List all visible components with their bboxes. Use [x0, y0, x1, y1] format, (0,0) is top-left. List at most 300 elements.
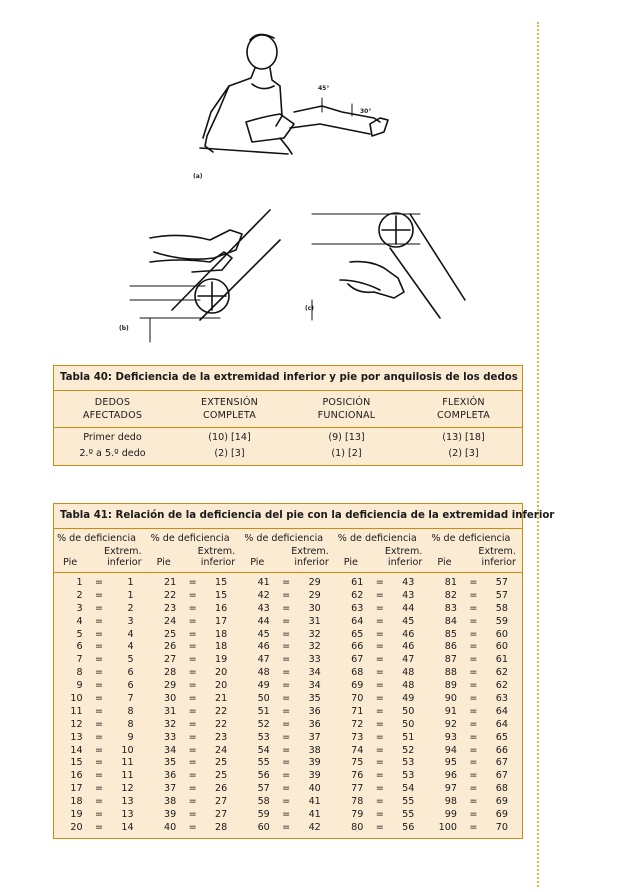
extremity-value: 34	[308, 667, 321, 679]
pie-value: 87	[444, 654, 457, 666]
equals-sign: =	[94, 667, 104, 679]
equals-sign: =	[469, 654, 478, 666]
extremity-value: 13	[121, 796, 134, 808]
extremity-value: 50	[402, 705, 415, 717]
equals-sign: =	[188, 770, 197, 782]
table-row	[54, 732, 148, 745]
table-row	[428, 654, 522, 667]
extremity-value: 32	[308, 641, 321, 653]
pie-value: 8	[76, 667, 83, 679]
table-row	[428, 641, 522, 654]
pie-value: 63	[351, 602, 364, 614]
extremity-value: 57	[495, 577, 508, 588]
table-row	[148, 603, 242, 616]
table-41	[53, 503, 555, 839]
pie-value: 57	[257, 783, 270, 795]
table-row	[54, 590, 148, 603]
table-row	[148, 732, 242, 745]
extremity-value: 67	[495, 757, 508, 769]
pie-value: 2	[76, 589, 83, 601]
equals-sign: =	[282, 615, 291, 627]
group-header: % de deficiencia	[150, 533, 230, 544]
equals-sign: =	[94, 809, 104, 821]
extremity-value: 6	[127, 667, 134, 679]
equals-sign: =	[282, 667, 291, 679]
pie-value: 25	[163, 628, 177, 640]
equals-sign: =	[375, 654, 384, 666]
extremity-value: 57	[495, 589, 508, 601]
pie-value: 14	[70, 744, 83, 756]
pie-value: 45	[257, 628, 270, 640]
table-row	[148, 641, 242, 654]
pie-value: 28	[163, 667, 177, 679]
table-row	[428, 783, 522, 796]
extremity-value: 4	[127, 641, 134, 653]
subheader-ext-line1: Extrem.	[291, 546, 329, 557]
equals-sign: =	[375, 757, 384, 769]
table-row	[335, 719, 429, 732]
equals-sign: =	[282, 731, 291, 743]
subheader-cell	[54, 546, 148, 569]
table-40-header-cell: DEDOS AFECTADOS	[82, 397, 143, 421]
pie-value: 43	[257, 602, 270, 614]
table-row	[54, 745, 148, 758]
extremity-value: 65	[495, 731, 508, 743]
equals-sign: =	[469, 796, 478, 808]
equals-sign: =	[188, 589, 197, 601]
table-row	[241, 796, 335, 809]
extremity-value: 50	[402, 718, 415, 730]
equals-sign: =	[282, 602, 291, 614]
table-row	[241, 706, 335, 719]
extremity-value: 6	[127, 680, 134, 692]
extremity-value: 63	[495, 693, 508, 705]
table-row	[148, 667, 242, 680]
table-row	[241, 641, 335, 654]
table-row	[335, 590, 429, 603]
pie-value: 84	[444, 615, 457, 627]
table-row	[148, 577, 242, 590]
table-row	[335, 603, 429, 616]
table-40-cell: (1) [2]	[331, 448, 362, 459]
table-row	[428, 757, 522, 770]
table-row	[335, 629, 429, 642]
equals-sign: =	[188, 718, 197, 730]
table-row	[428, 770, 522, 783]
extremity-value: 56	[402, 821, 415, 833]
pie-value: 90	[444, 693, 457, 705]
pie-value: 69	[351, 680, 364, 692]
table-40-row	[54, 428, 522, 444]
extremity-value: 55	[402, 809, 415, 821]
equals-sign: =	[94, 654, 104, 666]
equals-sign: =	[375, 705, 384, 717]
table-row	[148, 783, 242, 796]
pie-value: 41	[257, 577, 270, 588]
table-row	[335, 822, 429, 835]
equals-sign: =	[94, 731, 104, 743]
table-row	[241, 719, 335, 732]
extremity-value: 60	[495, 641, 508, 653]
equals-sign: =	[469, 577, 478, 588]
pie-value: 17	[70, 783, 83, 795]
ankylosis-illustration	[0, 0, 530, 362]
table-row	[148, 629, 242, 642]
pie-value: 18	[70, 796, 83, 808]
extremity-value: 11	[121, 757, 134, 769]
pie-value: 6	[76, 641, 83, 653]
extremity-value: 25	[214, 757, 228, 769]
table-row	[148, 616, 242, 629]
pie-value: 78	[351, 796, 364, 808]
extremity-value: 32	[308, 628, 321, 640]
table-41-column	[335, 577, 429, 835]
table-40-cell: (9) [13]	[328, 432, 365, 443]
pie-value: 98	[444, 796, 457, 808]
extremity-value: 41	[308, 809, 321, 821]
table-40-header-cell: FLEXIÓN COMPLETA	[437, 397, 490, 421]
table-row	[54, 719, 148, 732]
equals-sign: =	[188, 628, 197, 640]
equals-sign: =	[188, 809, 197, 821]
equals-sign: =	[375, 615, 384, 627]
equals-sign: =	[188, 602, 197, 614]
pie-value: 96	[444, 770, 457, 782]
pie-value: 100	[438, 821, 457, 833]
extremity-value: 52	[402, 744, 415, 756]
figure-label-a: (a)	[193, 173, 203, 180]
subheader-cell	[335, 546, 429, 569]
pie-value: 38	[163, 796, 177, 808]
equals-sign: =	[375, 602, 384, 614]
table-row	[428, 667, 522, 680]
subheader-ext-line2: inferior	[294, 557, 329, 568]
pie-value: 24	[163, 615, 177, 627]
table-row	[54, 667, 148, 680]
table-row	[241, 680, 335, 693]
pie-value: 61	[351, 577, 364, 588]
table-row	[148, 809, 242, 822]
group-header: % de deficiencia	[57, 533, 136, 544]
table-row	[54, 654, 148, 667]
table-row	[428, 719, 522, 732]
pie-value: 5	[76, 628, 83, 640]
pie-value: 70	[351, 693, 364, 705]
pie-value: 26	[163, 641, 177, 653]
equals-sign: =	[282, 770, 291, 782]
extremity-value: 64	[495, 705, 508, 717]
pie-value: 54	[257, 744, 270, 756]
table-row	[428, 745, 522, 758]
pie-value: 50	[257, 693, 270, 705]
extremity-value: 3	[127, 615, 134, 627]
pie-value: 4	[76, 615, 83, 627]
extremity-value: 34	[308, 680, 321, 692]
table-40-header-cell: EXTENSIÓN COMPLETA	[200, 397, 258, 421]
subheader-ext-line1: Extrem.	[384, 546, 423, 557]
extremity-value: 17	[214, 615, 228, 627]
extremity-value: 19	[214, 654, 228, 666]
equals-sign: =	[94, 589, 104, 601]
extremity-value: 42	[308, 821, 321, 833]
equals-sign: =	[94, 641, 104, 653]
equals-sign: =	[469, 757, 478, 769]
pie-value: 79	[351, 809, 364, 821]
equals-sign: =	[469, 680, 478, 692]
pie-value: 58	[257, 796, 270, 808]
equals-sign: =	[188, 615, 197, 627]
pie-value: 34	[163, 744, 177, 756]
table-row	[148, 745, 242, 758]
toe-cylinder-left-drawing	[130, 210, 280, 342]
pie-value: 23	[163, 602, 177, 614]
table-row	[335, 680, 429, 693]
equals-sign: =	[375, 680, 384, 692]
table-row	[54, 693, 148, 706]
pie-value: 48	[257, 667, 270, 679]
equals-sign: =	[282, 628, 291, 640]
table-row	[335, 693, 429, 706]
pie-value: 12	[70, 718, 83, 730]
table-row	[428, 577, 522, 590]
pie-value: 55	[257, 757, 270, 769]
pie-value: 11	[70, 705, 83, 717]
pie-value: 75	[351, 757, 364, 769]
subheader-pie: Pie	[343, 557, 358, 568]
extremity-value: 53	[402, 757, 415, 769]
equals-sign: =	[282, 589, 291, 601]
table-row	[335, 732, 429, 745]
extremity-value: 62	[495, 680, 508, 692]
table-row	[335, 667, 429, 680]
table-40-cell: Primer dedo	[83, 432, 142, 443]
table-40-header-cell: POSICIÓN FUNCIONAL	[317, 397, 376, 421]
equals-sign: =	[282, 680, 291, 692]
table-row	[428, 796, 522, 809]
equals-sign: =	[469, 641, 478, 653]
table-41-group-header-row	[54, 529, 522, 546]
extremity-value: 29	[308, 589, 321, 601]
pie-value: 13	[70, 731, 83, 743]
equals-sign: =	[94, 744, 104, 756]
pie-value: 82	[444, 589, 457, 601]
extremity-value: 49	[402, 693, 415, 705]
equals-sign: =	[469, 770, 478, 782]
equals-sign: =	[282, 705, 291, 717]
table-row	[54, 822, 148, 835]
table-41-subheader-row	[54, 546, 522, 573]
pie-value: 42	[257, 589, 270, 601]
pie-value: 60	[257, 821, 270, 833]
extremity-value: 13	[121, 809, 134, 821]
equals-sign: =	[94, 705, 104, 717]
pie-value: 9	[76, 680, 83, 692]
equals-sign: =	[94, 770, 104, 782]
equals-sign: =	[375, 744, 384, 756]
equals-sign: =	[375, 577, 384, 588]
pie-value: 64	[351, 615, 364, 627]
extremity-value: 69	[495, 796, 508, 808]
extremity-value: 26	[214, 783, 228, 795]
pie-value: 59	[257, 809, 270, 821]
table-row	[335, 706, 429, 719]
extremity-value: 15	[214, 577, 228, 588]
equals-sign: =	[188, 757, 197, 769]
subheader-pie: Pie	[437, 557, 452, 568]
pie-value: 31	[163, 705, 177, 717]
pie-value: 27	[163, 654, 177, 666]
extremity-value: 36	[308, 705, 321, 717]
equals-sign: =	[375, 667, 384, 679]
equals-sign: =	[469, 809, 478, 821]
extremity-value: 18	[214, 628, 228, 640]
table-40-cell: 2.º a 5.º dedo	[79, 448, 146, 459]
table-row	[54, 629, 148, 642]
extremity-value: 22	[214, 705, 228, 717]
extremity-value: 12	[121, 783, 134, 795]
extremity-value: 59	[495, 615, 508, 627]
table-40-cell: (2) [3]	[448, 448, 479, 459]
pie-value: 20	[70, 821, 83, 833]
table-row	[428, 822, 522, 835]
pie-value: 19	[70, 809, 83, 821]
group-header: % de deficiencia	[244, 533, 324, 544]
subheader-cell	[148, 546, 242, 569]
extremity-value: 39	[308, 770, 321, 782]
table-row	[148, 590, 242, 603]
table-row	[148, 680, 242, 693]
table-41-body	[54, 573, 522, 838]
table-row	[148, 693, 242, 706]
extremity-value: 67	[495, 770, 508, 782]
equals-sign: =	[94, 615, 104, 627]
equals-sign: =	[282, 796, 291, 808]
table-row	[148, 706, 242, 719]
extremity-value: 4	[127, 628, 134, 640]
pie-value: 71	[351, 705, 364, 717]
table-row	[335, 796, 429, 809]
table-row	[241, 654, 335, 667]
extremity-value: 11	[121, 770, 134, 782]
table-row	[54, 577, 148, 590]
extremity-value: 46	[402, 641, 415, 653]
table-row	[148, 757, 242, 770]
subheader-ext-line2: inferior	[481, 557, 516, 568]
table-row	[241, 745, 335, 758]
equals-sign: =	[94, 602, 104, 614]
extremity-value: 35	[308, 693, 321, 705]
pie-value: 51	[257, 705, 270, 717]
pie-value: 81	[444, 577, 457, 588]
equals-sign: =	[375, 809, 384, 821]
equals-sign: =	[282, 757, 291, 769]
table-40-title: Tabla 40: Deficiencia de la extremidad inferior y pie por anquilosis de los dedos	[54, 366, 522, 391]
pie-value: 83	[444, 602, 457, 614]
subheader-ext-line1: Extrem.	[478, 546, 516, 557]
equals-sign: =	[375, 783, 384, 795]
equals-sign: =	[188, 680, 197, 692]
figure-angle-45: 45°	[318, 85, 330, 92]
pie-value: 73	[351, 731, 364, 743]
equals-sign: =	[282, 654, 291, 666]
extremity-value: 44	[402, 602, 415, 614]
subheader-pie: Pie	[63, 557, 78, 568]
equals-sign: =	[188, 744, 197, 756]
table-row	[54, 680, 148, 693]
pie-value: 35	[163, 757, 177, 769]
extremity-value: 14	[121, 821, 134, 833]
table-row	[54, 706, 148, 719]
pie-value: 15	[70, 757, 83, 769]
equals-sign: =	[375, 693, 384, 705]
equals-sign: =	[188, 693, 197, 705]
equals-sign: =	[188, 641, 197, 653]
extremity-value: 53	[402, 770, 415, 782]
extremity-value: 20	[214, 667, 228, 679]
pie-value: 62	[351, 589, 364, 601]
pie-value: 80	[351, 821, 364, 833]
pie-value: 44	[257, 615, 270, 627]
extremity-value: 45	[402, 615, 415, 627]
pie-value: 32	[163, 718, 177, 730]
table-row	[54, 603, 148, 616]
pie-value: 97	[444, 783, 457, 795]
table-row	[148, 770, 242, 783]
extremity-value: 41	[308, 796, 321, 808]
extremity-value: 43	[402, 589, 415, 601]
extremity-value: 66	[495, 744, 508, 756]
extremity-value: 1	[127, 589, 134, 601]
table-row	[428, 629, 522, 642]
equals-sign: =	[469, 693, 478, 705]
pie-value: 56	[257, 770, 270, 782]
pie-value: 68	[351, 667, 364, 679]
table-row	[335, 577, 429, 590]
extremity-value: 27	[214, 809, 228, 821]
pie-value: 7	[76, 654, 83, 666]
extremity-value: 8	[127, 705, 134, 717]
table-row	[241, 770, 335, 783]
table-40-cell: (10) [14]	[208, 432, 251, 443]
table-row	[428, 603, 522, 616]
table-row	[335, 641, 429, 654]
table-row	[428, 732, 522, 745]
equals-sign: =	[94, 693, 104, 705]
extremity-value: 10	[121, 744, 134, 756]
pie-value: 16	[70, 770, 83, 782]
extremity-value: 51	[402, 731, 415, 743]
extremity-value: 43	[402, 577, 415, 588]
table-row	[54, 770, 148, 783]
equals-sign: =	[469, 615, 478, 627]
pie-value: 65	[351, 628, 364, 640]
pie-value: 29	[163, 680, 177, 692]
group-header: % de deficiencia	[337, 533, 417, 544]
equals-sign: =	[94, 577, 104, 588]
extremity-value: 69	[495, 809, 508, 821]
equals-sign: =	[282, 744, 291, 756]
equals-sign: =	[282, 783, 291, 795]
extremity-value: 29	[308, 577, 321, 588]
pie-value: 67	[351, 654, 364, 666]
seated-figure-drawing	[200, 34, 388, 154]
pie-value: 33	[163, 731, 177, 743]
table-row	[148, 719, 242, 732]
table-row	[335, 770, 429, 783]
pie-value: 72	[351, 718, 364, 730]
table-row	[335, 745, 429, 758]
equals-sign: =	[375, 796, 384, 808]
